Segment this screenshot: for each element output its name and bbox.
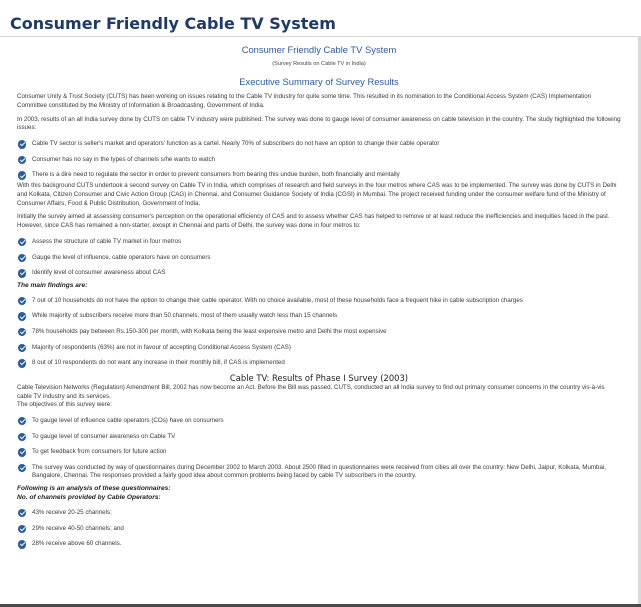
check-circle-icon bbox=[18, 448, 26, 456]
check-circle-icon bbox=[18, 433, 26, 441]
analysis-heading: Following is an analysis of these questionnaires: bbox=[17, 485, 171, 493]
check-circle-icon bbox=[18, 417, 26, 425]
list-item: 29% receive 40-50 channels; and bbox=[17, 525, 621, 534]
list-item: Cable TV sector is seller's market and operators' function as a cartel. Nearly 70% of subscribers do not have an option to change their cable operator bbox=[17, 140, 621, 149]
intro-paragraph: Consumer Unity & Trust Society (CUTS) has been working on issues relating to the Cable TV industry for quite some time. This resulted in its nomination to the Conditional Access System (CAS) Implementation Committee constituted by the Ministry of Information & Broadcasting, Government of India. bbox=[17, 93, 592, 109]
list-item: Identify level of consumer awareness about CAS bbox=[17, 269, 621, 278]
check-circle-icon bbox=[18, 156, 26, 164]
list-item: To get feedback from consumers for future action bbox=[17, 448, 621, 457]
list-item: There is a dire need to regulate the sector in order to prevent consumers from bearing this undue burden, both financially and mentally bbox=[17, 171, 621, 180]
list-item: 7 out of 10 households do not have the option to change their cable operator. With no choice available, most of these households face a frequent hike in cable subscription charges bbox=[17, 297, 621, 306]
phase-intro-paragraph: Cable Television Networks (Regulation) Amendment Bill, 2002 has now become an Act. Before the Bill was passed, CUTS, conducted an all India survey to find out primary consumer concerns in the country vis-à-vis cable TV industry and its services. bbox=[17, 383, 605, 400]
list-item: To gauge level of consumer awareness on Cable TV bbox=[17, 433, 621, 442]
channels-list bbox=[17, 509, 621, 549]
objectives-list bbox=[17, 417, 621, 481]
executive-summary-heading: Executive Summary of Survey Results bbox=[239, 76, 399, 87]
aim-paragraph: Initially the survey aimed at assessing consumer's perception on the operational efficiency of CAS and to assess whether CAS has helped to remove or at least reduce the inefficiencies and inequities faced in the past. However, since CAS has remained a non-starter, except in Chennai and parts of Delhi, the survey was done in four metros to: bbox=[17, 213, 610, 230]
list-item: 43% receive 20-25 channels; bbox=[17, 509, 621, 518]
check-circle-icon bbox=[18, 238, 26, 246]
check-circle-icon bbox=[18, 140, 26, 148]
list-item: Gauge the level of influence, cable operators have on consumers bbox=[17, 254, 621, 263]
check-circle-icon bbox=[18, 171, 26, 179]
phase-survey-heading: Cable TV: Results of Phase I Survey (2003) bbox=[229, 372, 409, 383]
check-circle-icon bbox=[18, 328, 26, 336]
intro-paragraph: In 2003, results of an all India survey done by CUTS on cable TV industry were published. The survey was done to gauge level of consumer awareness on cable television in the country. The study highlighted the following issues: bbox=[17, 115, 621, 132]
list-item: The survey was conducted by way of questionnaires during December 2002 to March 2003. About 2500 filled in questionnaires were received from cities all over the country: New Delhi, Jaipur, Kolkata, Mumbai, Bangalore, Chennai. The responses provided a fairly good idea about common problems being faced by cable TV subscribers in the country. bbox=[17, 464, 621, 481]
list-item: Consumer has no say in the types of channels s/he wants to watch bbox=[17, 156, 621, 165]
aims-list bbox=[17, 238, 621, 278]
findings-list bbox=[17, 297, 621, 368]
list-item: While majority of subscribers receive more than 50 channels, most of them usually watch less than 15 channels bbox=[17, 312, 621, 321]
check-circle-icon bbox=[18, 254, 26, 262]
check-circle-icon bbox=[18, 464, 26, 472]
check-circle-icon bbox=[18, 509, 26, 517]
document-title: Consumer Friendly Cable TV System bbox=[241, 44, 397, 55]
check-circle-icon bbox=[18, 540, 26, 548]
check-circle-icon bbox=[18, 269, 26, 277]
title-divider bbox=[0, 36, 641, 37]
list-item: Majority of respondents (63%) are not in favour of accepting Conditional Access System (CAS) bbox=[17, 344, 621, 353]
issues-list bbox=[17, 140, 621, 180]
list-item: 8 out of 10 respondents do not want any increase in their monthly bill, if CAS is implemented bbox=[17, 359, 621, 368]
list-item: 78% households pay between Rs.150-300 per month, with Kolkata being the least expensive metro and Delhi the most expensive bbox=[17, 328, 621, 337]
list-item: Assess the structure of cable TV market in four metros bbox=[17, 238, 621, 247]
check-circle-icon bbox=[18, 525, 26, 533]
channels-heading: No. of channels provided by Cable Operators: bbox=[17, 494, 161, 502]
findings-heading: The main findings are: bbox=[17, 281, 88, 289]
list-item: To gauge level of influence cable operators (COs) have on consumers bbox=[17, 417, 621, 426]
background-paragraph: With this background CUTS undertook a second survey on Cable TV in India, which comprises of research and field surveys in the four metros where CAS was to be implemented. The survey was done by CUTS in Delhi and Kolkata, Citizen Consumer and Civic Action Group (CAG) in Chennai, and Consumer Guidance Society of India (CGSI) in Mumbai. The project received funding under the consumer welfare fund of the Ministry of Consumer Affairs, Food & Public Distribution, Government of India. bbox=[17, 181, 617, 207]
objectives-label: The objectives of this survey were: bbox=[17, 401, 112, 409]
check-circle-icon bbox=[18, 344, 26, 352]
check-circle-icon bbox=[18, 297, 26, 305]
document-body bbox=[17, 44, 621, 549]
check-circle-icon bbox=[18, 312, 26, 320]
check-circle-icon bbox=[18, 359, 26, 367]
list-item: 28% receive above 60 channels. bbox=[17, 540, 621, 549]
page-title: Consumer Friendly Cable TV System bbox=[10, 14, 336, 33]
document-subtitle: (Survey Results on Cable TV in India) bbox=[272, 61, 366, 67]
